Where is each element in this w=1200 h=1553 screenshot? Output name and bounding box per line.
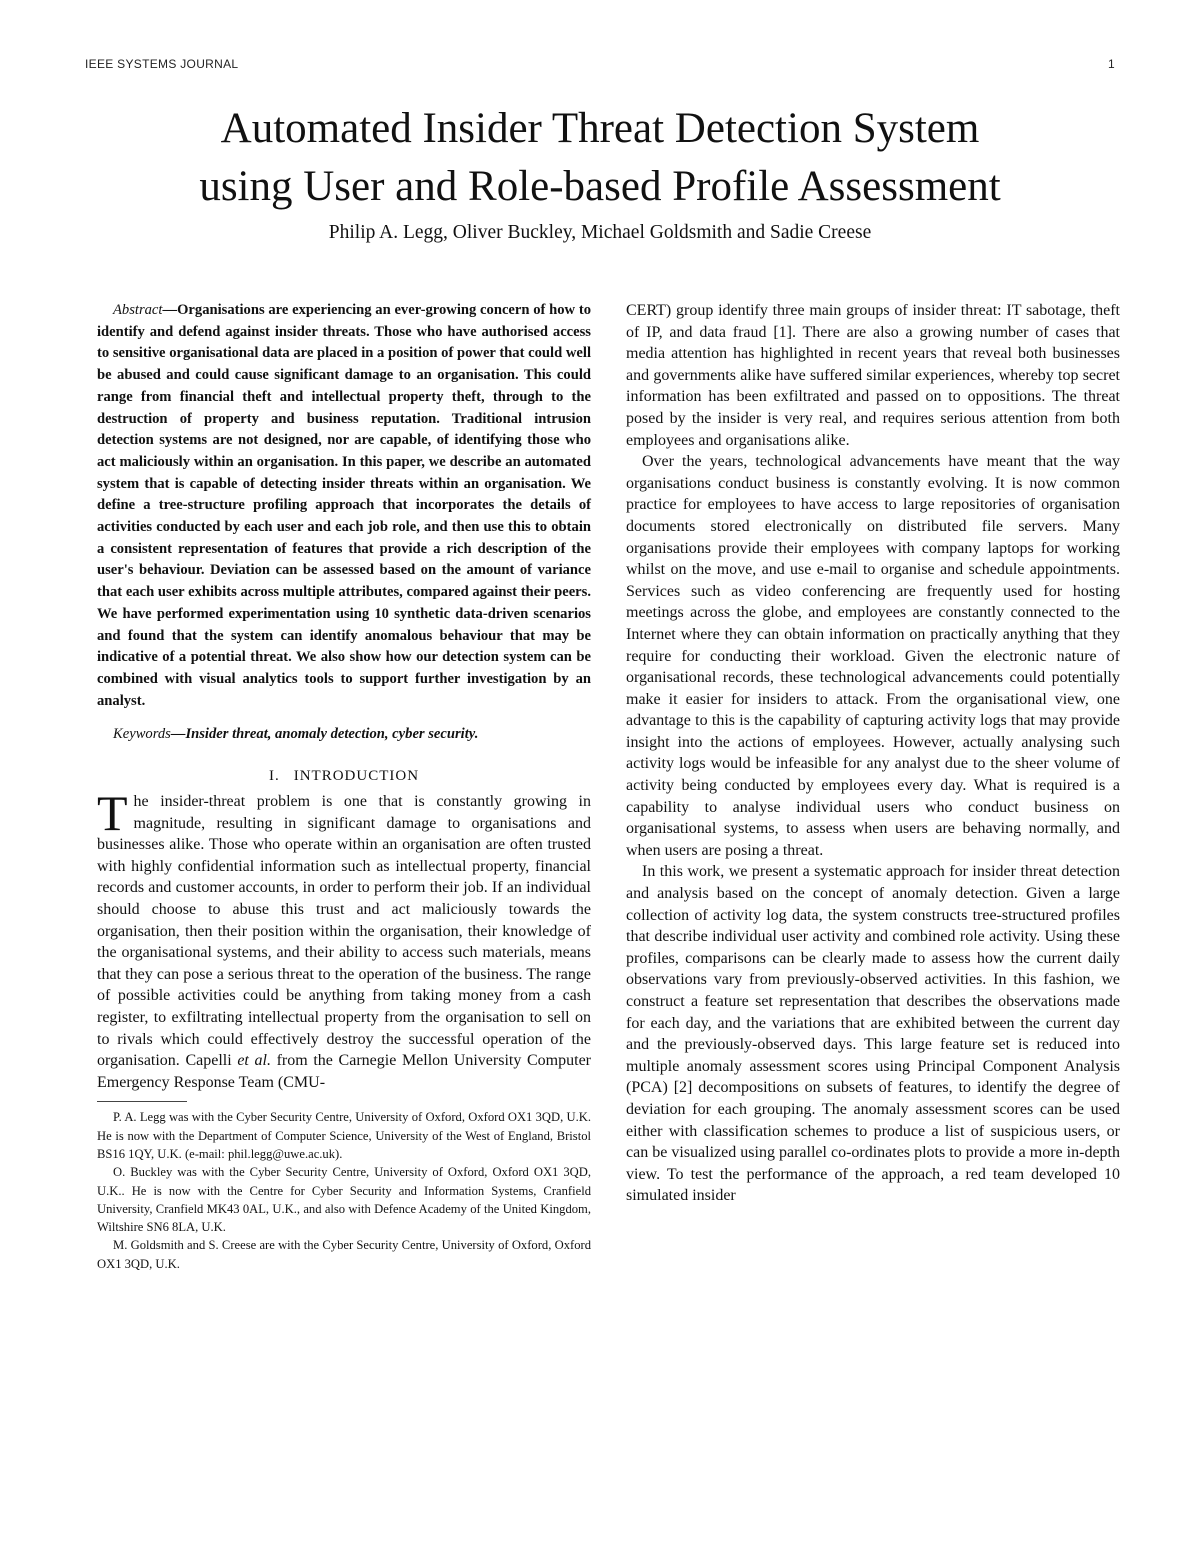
footnote-goldsmith-creese: M. Goldsmith and S. Creese are with the Cyber Security Centre, University of Oxford, Oxford OX1 3QD, U.K.	[97, 1238, 591, 1271]
paper-title	[85, 100, 1115, 216]
paragraph-this-work: In this work, we present a systematic approach for insider threat detection and analysis based on the concept of anomaly detection. Given a large collection of activity log data, the system constructs tree-structured profiles that describe individual user activity and combined role activity. Using these profiles, comparisons can be clearly made to assess how the current daily observations vary from previously-observed activities. In this fashion, we construct a feature set representation that describes the observations made for each day, and the variations that are exhibited between the current day and the previously-observed days. This large feature set is reduced into multiple anomaly assessment scores using Principal Component Analysis (PCA) [2] decompositions on subsets of features, to identify the degree of deviation for each grouping. The anomaly assessment scores can be used either with classification schemes to produce a list of suspicious users, or can be visualized using parallel co-ordinates plots to provide a more in-depth view. To test the performance of the approach, a red team developed 10 simulated insider	[626, 863, 1120, 1205]
keywords-lead: Keywords	[113, 726, 171, 743]
abstract	[97, 300, 591, 712]
intro-text-part-2: from the Carnegie Mellon University Computer Emergency Response Team (CMU-	[97, 1052, 591, 1091]
left-column	[97, 300, 591, 1273]
author-list: Philip A. Legg, Oliver Buckley, Michael Goldsmith and Sadie Creese	[328, 222, 872, 243]
footnote-buckley: O. Buckley was with the Cyber Security Centre, University of Oxford, Oxford OX1 3QD, U.K.. He is now with the Centre for Cyber Security and Information Systems, Cranfield University, Cranfield MK43 0AL, U.K., and also with Defence Academy of the United Kingdom, Wiltshire SN6 8LA, U.K.	[97, 1165, 591, 1235]
footnote-legg: P. A. Legg was with the Cyber Security Centre, University of Oxford, Oxford OX1 3QD, U.K. He is now with the Department of Computer Science, University of the West of England, Bristol BS16 1QY, U.K. (e-mail: phil.legg@uwe.ac.uk).	[97, 1110, 591, 1161]
page-number: 1	[1108, 57, 1115, 71]
right-column	[626, 300, 1120, 1207]
intro-paragraph	[97, 785, 591, 1093]
journal-name: IEEE SYSTEMS JOURNAL	[85, 57, 239, 71]
section-number: I.	[268, 768, 280, 785]
abstract-text: —Organisations are experiencing an ever-growing concern of how to identify and defend against insider threats. Those who have authorised access to sensitive organisational data are placed in a position of power that could well be abused and could cause significant damage to an organisation. This could range from financial theft and intellectual property theft, through to the destruction of property and business reputation. Traditional intrusion detection systems are not designed, nor are capable, of identifying those who act maliciously within an organisation. In this paper, we describe an automated system that is capable of detecting insider threats within an organisation. We define a tree-structure profiling approach that incorporates the details of activities conducted by each user and each job role, and then use this to obtain a consistent representation of features that provide a rich description of the user's behaviour. Deviation can be assessed based on the amount of variance that each user exhibits across multiple attributes, compared against their peers. We have performed experimentation using 10 synthetic data-driven scenarios and found that the system can identify anomalous behaviour that may be indicative of a potential threat. We also show how our detection system can be combined with visual analytics tools to support further investigation by an analyst.	[97, 302, 591, 709]
intro-etal: et al.	[237, 1052, 271, 1070]
keywords-text: —Insider threat, anomaly detection, cyber security.	[170, 726, 479, 743]
section-title: INTRODUCTION	[293, 768, 420, 785]
drop-cap: T	[97, 785, 128, 842]
title-line-1: Automated Insider Threat Detection System	[220, 105, 980, 152]
abstract-lead: Abstract	[113, 302, 163, 318]
paragraph-technological-advancements: Over the years, technological advancements have meant that the way organisations conduct business is constantly evolving. It is now common practice for employees to have access to large repositories of organisation documents stored electronically on distributed file servers. Many organisations provide their employees with company laptops for working whilst on the move, and use e-mail to organise and schedule appointments. Services such as video conferencing are frequently used for hosting meetings across the globe, and employees are constantly connected to the Internet where they can obtain information on practically anything that they require for conducting their workload. Given the electronic nature of organisational records, these technological advancements could potentially make it easier for insiders to attack. From the organisational view, one advantage to this is the capability of capturing activity logs that may provide insight into the actions of employees. However, actually analysing such activity logs would be infeasible for any analyst due to the sheer volume of activity being conducted by employees every day. What is required is a capability to analyse individual users who conduct business on organisational systems, to assess when users are behaving normally, and when users are posing a threat.	[626, 453, 1120, 859]
running-head	[85, 57, 1115, 71]
footnote-divider	[97, 1101, 187, 1102]
paragraph-cert-groups: CERT) group identify three main groups of insider threat: IT sabotage, theft of IP, and data fraud [1]. There are also a growing number of cases that media attention has highlighted in recent years that reveal both businesses and governments alike have suffered similar experiences, whereby top secret information has been exfiltrated and passed on to oppositions. The threat posed by the insider is very real, and requires serious attention from both employees and organisations alike.	[626, 302, 1120, 449]
section-heading-introduction	[97, 768, 591, 785]
intro-text-part-1: he insider-threat problem is one that is constantly growing in magnitude, resulting in significant damage to organisations and businesses alike. Those who operate within an organisation are often trusted with highly confidential information such as intellectual property, financial records and customer accounts, in order to perform their job. If an individual should choose to abuse this trust and act maliciously towards the organisation, then their position within the organisation, their knowledge of the organisational systems, and their ability to access such materials, means that they can pose a serious threat to the operation of the business. The range of possible activities could be anything from taking money from a cash register, to exfiltrating intellectual property from the organisation to sell on to rivals which could effectively destroy the successful operation of the organisation. Capelli	[97, 793, 591, 1070]
title-line-2: using User and Role-based Profile Assessment	[199, 163, 1001, 210]
keywords	[97, 724, 591, 746]
